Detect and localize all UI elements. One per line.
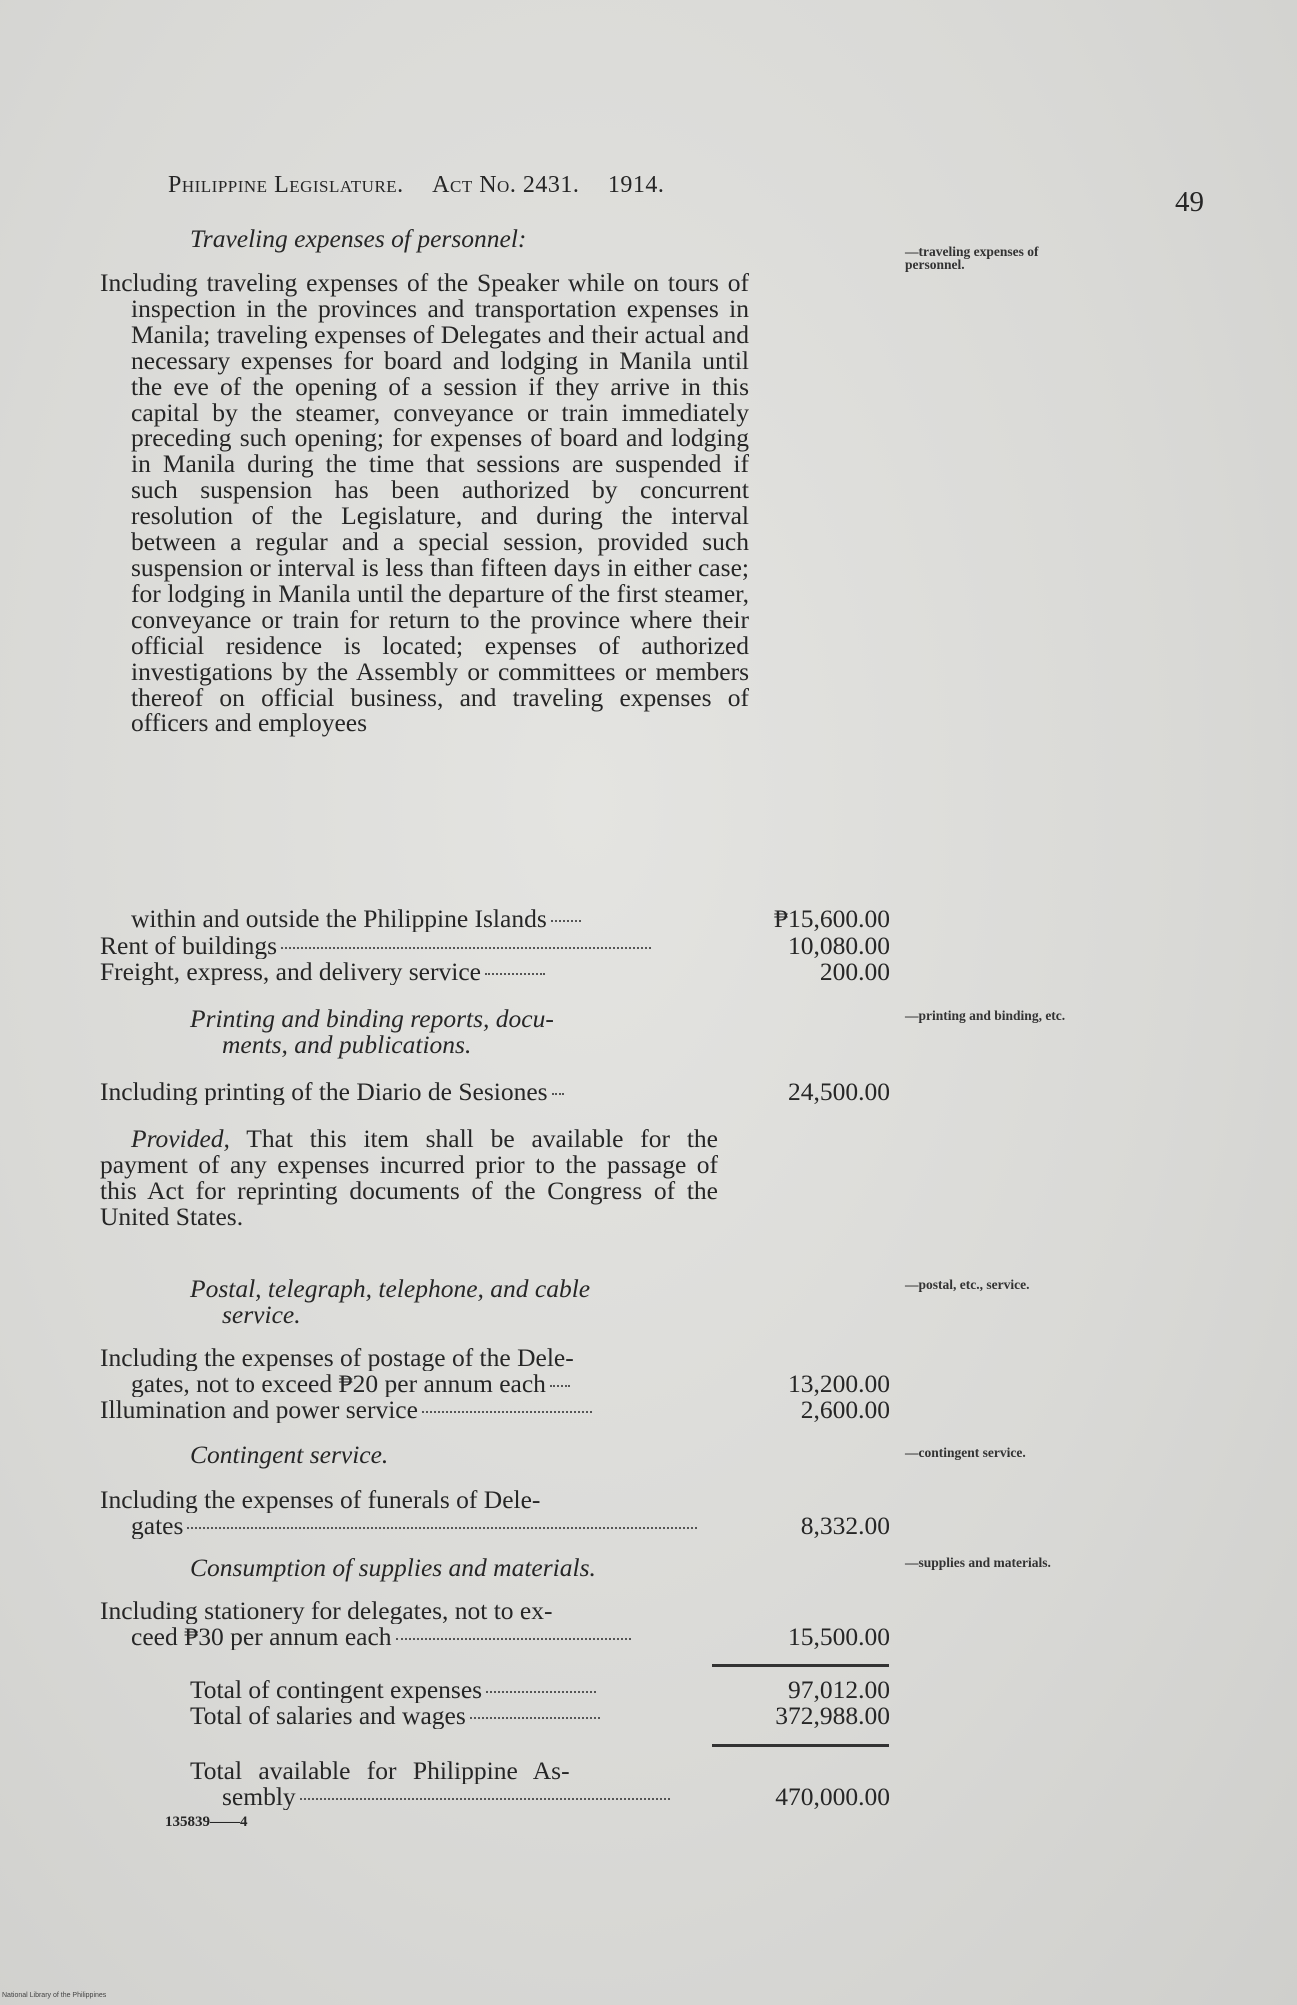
traveling-last-line [131,906,718,932]
traveling-paragraph [100,270,749,736]
margin-note-printing: —printing and binding, etc. [905,1008,1066,1023]
amount-rent: 10,080.00 [788,931,890,960]
amount-printing: 24,500.00 [788,1077,890,1106]
leader-dots [552,1093,564,1095]
amount-contingent: 8,332.00 [800,1511,890,1540]
illumination-line [100,1397,718,1423]
running-header [168,172,686,199]
header-act: Act No. 2431. [432,172,580,198]
contingent-item-line2 [131,1513,718,1539]
postal-heading [190,1276,720,1328]
traveling-last-line-text: within and outside the Philippine Islands [131,906,547,932]
total-contingent-line [190,1677,718,1703]
sum-rule [712,1744,889,1747]
rent-line [100,933,718,959]
total-salaries-label: Total of salaries and wages [190,1703,466,1729]
total-available-line2 [222,1784,718,1810]
supplies-item-line2 [131,1624,718,1650]
contingent-heading: Contingent service. [190,1440,389,1469]
postal-item-line2 [131,1371,718,1397]
leader-dots [485,973,545,975]
total-contingent-label: Total of contingent expenses [190,1677,483,1703]
supplies-item-line2-text: ceed ₱30 per annum each [131,1624,392,1650]
contingent-item-line2-text: gates [131,1513,184,1539]
supplies-heading: Consumption of supplies and materials. [190,1553,596,1582]
amount-traveling: ₱15,600.00 [773,904,890,933]
leader-dots [470,1717,600,1719]
rent-label: Rent of buildings [100,933,278,959]
margin-note-postal: —postal, etc., service. [905,1277,1030,1292]
postal-heading-line2: service. [222,1300,301,1329]
leader-dots [550,1385,570,1387]
amount-total-available: 470,000.00 [775,1782,890,1811]
leader-dots [281,947,651,949]
contingent-item-line1: Including the expenses of funerals of Dele- [100,1487,541,1513]
proviso-text: That this item shall be available for the payment of any expenses incurred prior to the passage of this Act for reprinting documents of the Congress of the United States. [100,1124,718,1231]
freight-line [100,959,718,985]
printing-item-line [100,1079,718,1105]
page-number: 49 [1175,186,1204,218]
total-available-line2-text: sembly [222,1784,296,1810]
amount-total-contingent: 97,012.00 [788,1675,890,1704]
printing-proviso [100,1126,718,1230]
total-salaries-line [190,1703,718,1729]
printing-heading-line2: ments, and publications. [222,1030,472,1059]
header-legislature: Philippine Legislature. [168,172,404,198]
amount-illumination: 2,600.00 [800,1395,890,1424]
leader-dots [396,1638,631,1640]
library-credit: National Library of the Philippines [2,1992,107,1999]
amount-supplies: 15,500.00 [788,1622,890,1651]
margin-note-supplies: —supplies and materials. [905,1555,1051,1570]
freight-label: Freight, express, and delivery service [100,959,481,985]
traveling-paragraph-text: Including traveling expenses of the Speaker while on tours of inspection in the provinces and transportation expenses in Manila; traveling expenses of Delegates and their actual and necessary expenses for board and lodging in Manila until the eve of the opening of a session if they arrive in this capital by the steamer, conveyance or train immediately preceding such opening; for expenses of board and lodging in Manila during the time that sessions are suspended if such suspension has been authorized by concurrent resolution of the Legislature, and during the interval between a regular and a special session, provided such suspension or interval is less than fifteen days in either case; for lodging in Manila until the departure of the first steamer, conveyance or train for return to the province where their official residence is located; expenses of authorized investigations by the Assembly or committees or members thereof on official business, and traveling expenses of officers and employees [100,268,749,738]
amount-postal: 13,200.00 [788,1369,890,1398]
illumination-label: Illumination and power service [100,1397,418,1423]
margin-note-traveling: —traveling expenses of personnel. [905,244,1039,272]
leader-dots [422,1411,592,1413]
leader-dots [551,920,581,922]
supplies-item-line1: Including stationery for delegates, not to ex- [100,1598,553,1624]
amount-freight: 200.00 [819,957,890,986]
amount-total-salaries: 372,988.00 [775,1701,890,1730]
margin-note-contingent: —contingent service. [905,1445,1026,1460]
traveling-heading: Traveling expenses of personnel: [190,224,527,253]
leader-dots [187,1527,697,1529]
proviso-italic: Provided, [131,1124,230,1153]
print-number: 135839——4 [165,1814,248,1830]
printing-item-label: Including printing of the Diario de Sesiones [100,1079,548,1105]
printing-heading [190,1006,720,1058]
postal-item-line2-text: gates, not to exceed ₱20 per annum each [131,1371,546,1397]
total-available-line1: Total available for Philippine As- [190,1758,570,1784]
leader-dots [300,1798,670,1800]
header-year: 1914. [607,172,665,198]
leader-dots [486,1691,596,1693]
postal-heading-line1: Postal, telegraph, telephone, and cable [190,1274,591,1303]
printing-heading-line1: Printing and binding reports, docu- [190,1004,554,1033]
postal-item-line1: Including the expenses of postage of the Dele- [100,1345,574,1371]
sum-rule [712,1664,889,1667]
